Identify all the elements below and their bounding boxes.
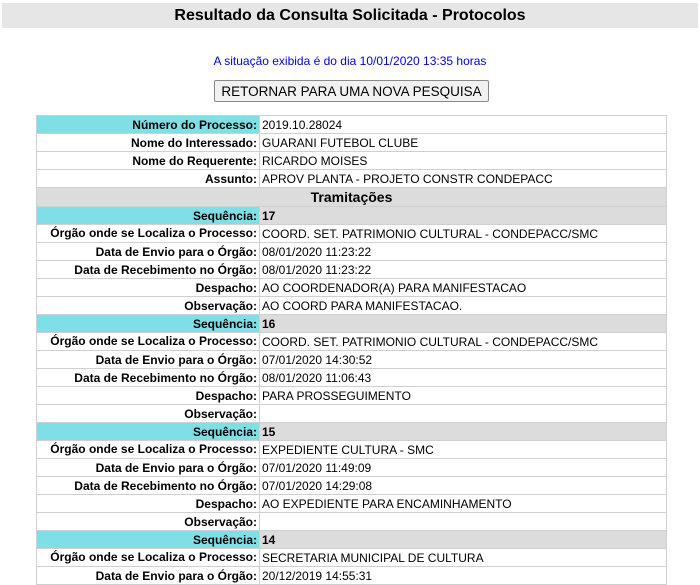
return-new-search-button[interactable]: RETORNAR PARA UMA NOVA PESQUISA <box>214 80 489 102</box>
sequence-row <box>37 315 667 333</box>
orgao-label-text: Órgão onde se Localiza o Processo: <box>50 334 257 348</box>
data-recebimento-row <box>37 477 667 495</box>
observacao-label: Observação: <box>37 513 260 531</box>
despacho-label: Despacho: <box>37 387 260 405</box>
tramitacoes-list <box>37 207 667 585</box>
observacao-label: Observação: <box>37 405 260 423</box>
data-recebimento-row <box>37 261 667 279</box>
data-recebimento-row <box>37 369 667 387</box>
assunto-label: Assunto: <box>37 170 260 188</box>
process-table <box>36 115 667 585</box>
orgao-row <box>37 333 667 351</box>
orgao-row <box>37 225 667 243</box>
observacao-value <box>260 513 667 531</box>
data-envio-label: Data de Envio para o Órgão: <box>37 351 260 369</box>
sequence-value: 14 <box>260 531 667 549</box>
page-title-text: Resultado da Consulta Solicitada - Protocolos <box>174 6 526 24</box>
situation-text: A situação exibida é do dia 10/01/2020 13:35 horas <box>213 54 487 68</box>
process-number-row <box>37 116 667 134</box>
despacho-value: AO COORDENADOR(A) PARA MANIFESTACAO <box>260 279 667 297</box>
sequence-value: 16 <box>260 315 667 333</box>
despacho-value: AO EXPEDIENTE PARA ENCAMINHAMENTO <box>260 495 667 513</box>
sequence-label: Sequência: <box>37 423 260 441</box>
sequence-label: Sequência: <box>37 315 260 333</box>
data-envio-row <box>37 243 667 261</box>
data-envio-row <box>37 459 667 477</box>
data-envio-value: 20/12/2019 14:55:31 <box>260 567 667 585</box>
requerente-value: RICARDO MOISES <box>260 152 667 170</box>
observacao-row <box>37 405 667 423</box>
tramitacoes-title: Tramitações <box>37 188 667 207</box>
despacho-row <box>37 279 667 297</box>
data-recebimento-value: 08/01/2020 11:06:43 <box>260 369 667 387</box>
observacao-label: Observação: <box>37 297 260 315</box>
observacao-value <box>260 405 667 423</box>
interessado-label: Nome do Interessado: <box>37 134 260 152</box>
requerente-row <box>37 152 667 170</box>
data-envio-value: 07/01/2020 11:49:09 <box>260 459 667 477</box>
despacho-label: Despacho: <box>37 495 260 513</box>
despacho-row <box>37 495 667 513</box>
orgao-label <box>37 333 260 351</box>
orgao-label <box>37 441 260 459</box>
data-envio-row <box>37 567 667 585</box>
process-number-value: 2019.10.28024 <box>260 116 667 134</box>
observacao-row <box>37 513 667 531</box>
interessado-value: GUARANI FUTEBOL CLUBE <box>260 134 667 152</box>
assunto-row <box>37 170 667 188</box>
despacho-label: Despacho: <box>37 279 260 297</box>
orgao-label-text: Órgão onde se Localiza o Processo: <box>50 442 257 456</box>
sequence-row <box>37 423 667 441</box>
orgao-value: COORD. SET. PATRIMONIO CULTURAL - CONDEPACC/SMC <box>260 333 667 351</box>
data-recebimento-value: 07/01/2020 14:29:08 <box>260 477 667 495</box>
observacao-value: AO COORD PARA MANIFESTACAO. <box>260 297 667 315</box>
sequence-label: Sequência: <box>37 207 260 225</box>
sequence-value: 17 <box>260 207 667 225</box>
data-recebimento-label: Data de Recebimento no Órgão: <box>37 261 260 279</box>
data-recebimento-label: Data de Recebimento no Órgão: <box>37 477 260 495</box>
sequence-row <box>37 531 667 549</box>
sequence-row <box>37 207 667 225</box>
process-number-label: Número do Processo: <box>37 116 260 134</box>
data-envio-label: Data de Envio para o Órgão: <box>37 567 260 585</box>
data-envio-label: Data de Envio para o Órgão: <box>37 243 260 261</box>
requerente-label: Nome do Requerente: <box>37 152 260 170</box>
data-envio-row <box>37 351 667 369</box>
tramitacoes-header-row <box>37 188 667 207</box>
despacho-value: PARA PROSSEGUIMENTO <box>260 387 667 405</box>
data-envio-value: 08/01/2020 11:23:22 <box>260 243 667 261</box>
orgao-value: COORD. SET. PATRIMONIO CULTURAL - CONDEPACC/SMC <box>260 225 667 243</box>
despacho-row <box>37 387 667 405</box>
page-title <box>2 3 698 28</box>
orgao-value: SECRETARIA MUNICIPAL DE CULTURA <box>260 549 667 567</box>
data-recebimento-label: Data de Recebimento no Órgão: <box>37 369 260 387</box>
orgao-label-text: Órgão onde se Localiza o Processo: <box>50 550 257 564</box>
orgao-label <box>37 225 260 243</box>
orgao-value: EXPEDIENTE CULTURA - SMC <box>260 441 667 459</box>
data-recebimento-value: 08/01/2020 11:23:22 <box>260 261 667 279</box>
interessado-row <box>37 134 667 152</box>
observacao-row <box>37 297 667 315</box>
sequence-value: 15 <box>260 423 667 441</box>
sequence-label: Sequência: <box>37 531 260 549</box>
orgao-row <box>37 441 667 459</box>
data-envio-label: Data de Envio para o Órgão: <box>37 459 260 477</box>
assunto-value: APROV PLANTA - PROJETO CONSTR CONDEPACC <box>260 170 667 188</box>
data-envio-value: 07/01/2020 14:30:52 <box>260 351 667 369</box>
orgao-label-text: Órgão onde se Localiza o Processo: <box>50 226 257 240</box>
